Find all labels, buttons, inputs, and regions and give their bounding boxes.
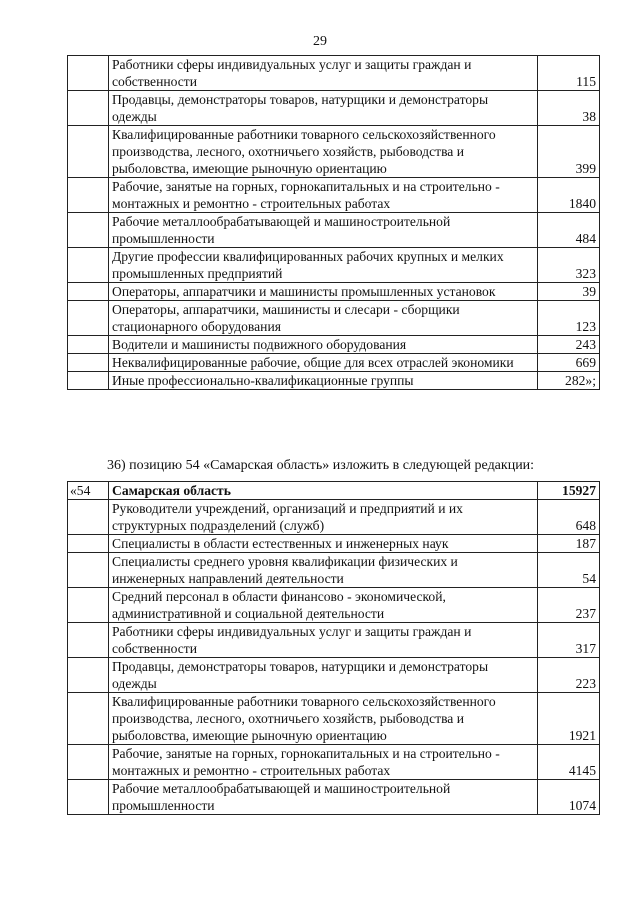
occupation-cell: Рабочие, занятые на горных, горнокапитальных и на строительно - монтажных и ремонтно - строительных работах [109,178,538,213]
occupation-cell: Другие профессии квалифицированных рабочих крупных и мелких промышленных предприятий [109,248,538,283]
value-cell: 317 [538,623,600,658]
value-cell: 282»; [538,372,600,390]
table-top [67,55,600,390]
table-bottom-body [68,482,600,815]
occupation-cell: Работники сферы индивидуальных услуг и защиты граждан и собственности [109,623,538,658]
value-cell: 1074 [538,780,600,815]
code-cell [68,500,109,535]
occupation-cell: Квалифицированные работники товарного сельскохозяйственного производства, лесного, охотничьего хозяйств, рыбоводства и рыболовства, имеющие рыночную ориентацию [109,126,538,178]
code-cell [68,283,109,301]
code-cell [68,780,109,815]
table-row [68,693,600,745]
table-row [68,745,600,780]
value-cell: 54 [538,553,600,588]
occupation-cell: Руководители учреждений, организаций и предприятий и их структурных подразделений (служб) [109,500,538,535]
occupation-cell: Операторы, аппаратчики, машинисты и слесари - сборщики стационарного оборудования [109,301,538,336]
value-cell: 187 [538,535,600,553]
region-code-cell: «54 [68,482,109,500]
code-cell [68,693,109,745]
code-cell [68,588,109,623]
table-row [68,336,600,354]
region-header-row [68,482,600,500]
table-bottom [67,481,600,815]
table-row [68,535,600,553]
value-cell: 484 [538,213,600,248]
code-cell [68,535,109,553]
code-cell [68,126,109,178]
table-row [68,213,600,248]
occupation-cell: Средний персонал в области финансово - экономической, административной и социальной деятельности [109,588,538,623]
code-cell [68,623,109,658]
table-row [68,553,600,588]
occupation-cell: Продавцы, демонстраторы товаров, натурщики и демонстраторы одежды [109,91,538,126]
occupation-cell: Продавцы, демонстраторы товаров, натурщики и демонстраторы одежды [109,658,538,693]
value-cell: 1921 [538,693,600,745]
occupation-cell: Квалифицированные работники товарного сельскохозяйственного производства, лесного, охотничьего хозяйств, рыбоводства и рыболовства, имеющие рыночную ориентацию [109,693,538,745]
occupation-cell: Работники сферы индивидуальных услуг и защиты граждан и собственности [109,56,538,91]
table-row [68,658,600,693]
code-cell [68,178,109,213]
value-cell: 115 [538,56,600,91]
occupation-cell: Неквалифицированные рабочие, общие для всех отраслей экономики [109,354,538,372]
value-cell: 323 [538,248,600,283]
table-row [68,283,600,301]
table-row [68,126,600,178]
occupation-cell: Рабочие, занятые на горных, горнокапитальных и на строительно - монтажных и ремонтно - строительных работах [109,745,538,780]
code-cell [68,745,109,780]
table-row [68,588,600,623]
occupation-cell: Операторы, аппаратчики и машинисты промышленных установок [109,283,538,301]
code-cell [68,248,109,283]
instruction-text: 36) позицию 54 «Самарская область» изложить в следующей редакции: [107,458,535,473]
value-cell: 1840 [538,178,600,213]
code-cell [68,354,109,372]
value-cell: 243 [538,336,600,354]
occupation-cell: Специалисты в области естественных и инженерных наук [109,535,538,553]
code-cell [68,336,109,354]
occupation-cell: Водители и машинисты подвижного оборудования [109,336,538,354]
value-cell: 38 [538,91,600,126]
value-cell: 648 [538,500,600,535]
table-row [68,780,600,815]
value-cell: 237 [538,588,600,623]
region-name-cell: Самарская область [109,482,538,500]
table-row [68,91,600,126]
occupation-cell: Рабочие металлообрабатывающей и машиностроительной промышленности [109,780,538,815]
table-row [68,56,600,91]
code-cell [68,553,109,588]
code-cell [68,56,109,91]
table-row [68,623,600,658]
table-row [68,354,600,372]
table-row [68,500,600,535]
value-cell: 223 [538,658,600,693]
table-row [68,248,600,283]
code-cell [68,301,109,336]
code-cell [68,658,109,693]
value-cell: 669 [538,354,600,372]
page-number: 29 [313,34,327,49]
table-row [68,178,600,213]
table-row [68,372,600,390]
occupation-cell: Иные профессионально-квалификационные группы [109,372,538,390]
code-cell [68,372,109,390]
table-row [68,301,600,336]
value-cell: 399 [538,126,600,178]
occupation-cell: Рабочие металлообрабатывающей и машиностроительной промышленности [109,213,538,248]
region-total-cell: 15927 [538,482,600,500]
code-cell [68,213,109,248]
code-cell [68,91,109,126]
occupation-cell: Специалисты среднего уровня квалификации физических и инженерных направлений деятельности [109,553,538,588]
table-top-body [68,56,600,390]
value-cell: 4145 [538,745,600,780]
value-cell: 39 [538,283,600,301]
value-cell: 123 [538,301,600,336]
